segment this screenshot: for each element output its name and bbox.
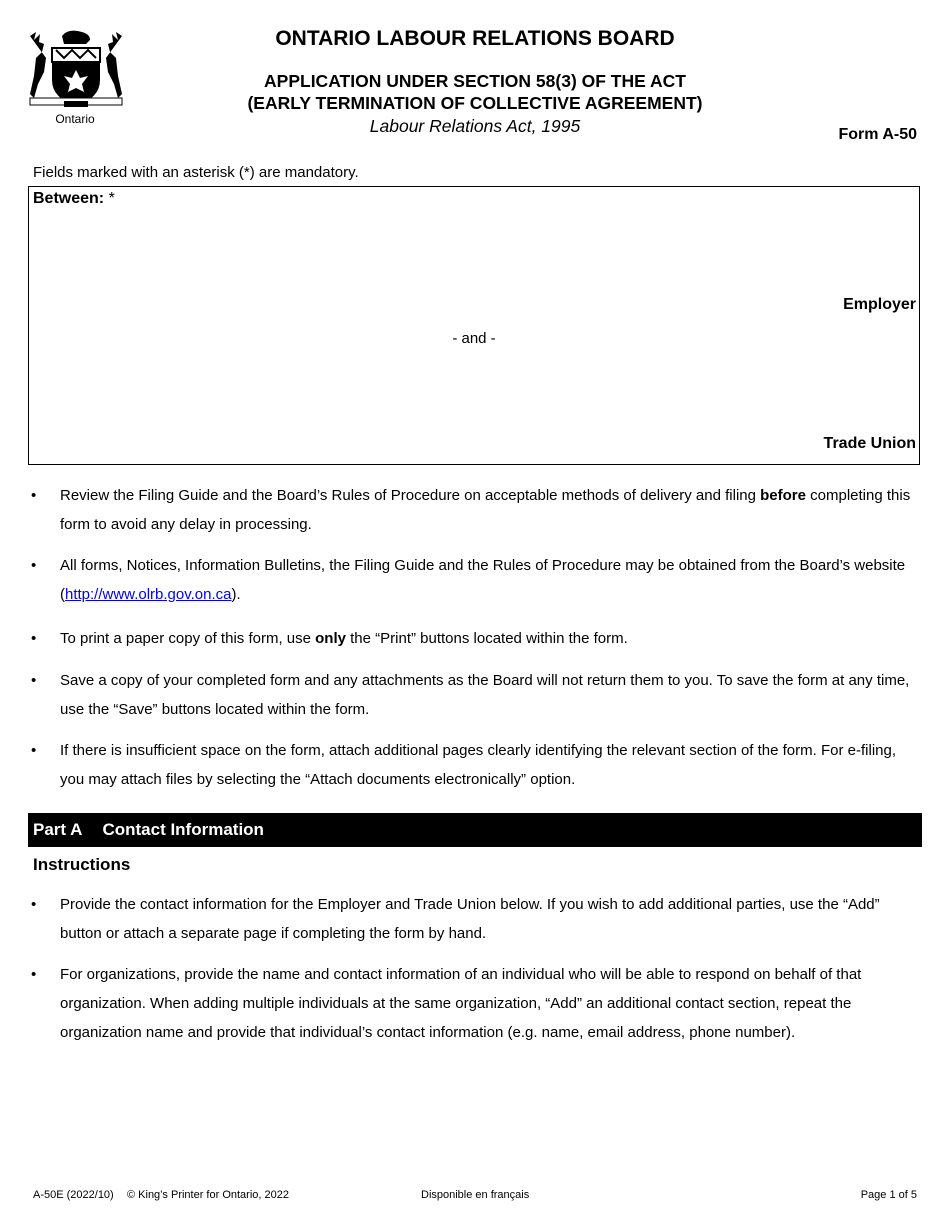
logo-caption: Ontario [55,112,95,126]
form-title-line-1: APPLICATION UNDER SECTION 58(3) OF THE ACT [264,71,686,91]
part-a-label: Part A [33,820,83,839]
bullet-icon: • [31,742,37,759]
part-a-header [28,813,922,847]
organization-title: ONTARIO LABOUR RELATIONS BOARD [275,27,675,50]
footer-french-availability: Disponible en français [421,1189,530,1201]
bullet-icon: • [31,487,37,504]
and-separator: - and - [452,330,496,347]
part-a-name: Contact Information [102,820,264,839]
act-name: Labour Relations Act, 1995 [369,116,581,136]
employer-label: Employer [843,296,916,313]
olrb-website-link[interactable]: http://www.olrb.gov.on.ca [65,586,232,603]
form-title-line-2: (EARLY TERMINATION OF COLLECTIVE AGREEMENT) [247,93,703,113]
footer-page-number: Page 1 of 5 [860,1189,917,1201]
bullet-icon: • [31,672,37,689]
between-label: Between: * [33,190,115,207]
trade-union-label: Trade Union [823,435,916,452]
bullet-icon: • [31,896,37,913]
bullet-icon: • [31,557,37,574]
footer-copyright: © King’s Printer for Ontario, 2022 [127,1189,289,1201]
instructions-heading: Instructions [33,855,131,874]
form-number: Form A-50 [838,126,917,143]
bullet-icon: • [31,630,37,647]
bullet-icon: • [31,966,37,983]
mandatory-note: Fields marked with an asterisk (*) are mandatory. [33,164,359,181]
footer-form-code: A-50E (2022/10) [33,1189,114,1201]
parties-box[interactable] [28,186,920,465]
